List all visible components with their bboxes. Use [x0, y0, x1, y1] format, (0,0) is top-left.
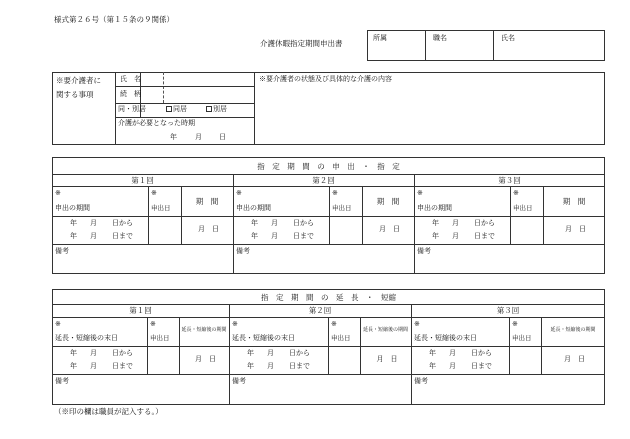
month-label: 月	[449, 349, 456, 357]
mark: ※	[236, 189, 242, 197]
mark: ※	[232, 320, 238, 328]
mark: ※	[331, 320, 337, 328]
round-label: 第３回	[498, 176, 521, 185]
from-label: 日から	[474, 219, 495, 227]
year-label: 年	[432, 232, 439, 240]
month-label: 月	[195, 355, 202, 363]
to-label: 日まで	[112, 232, 133, 240]
extension-title: 指 定 期 間 の 延 長 ・ 短縮	[261, 293, 396, 302]
month-label: 月	[267, 349, 274, 357]
month-label: 月	[271, 232, 278, 240]
living-separately-option[interactable]: 別居	[206, 106, 227, 113]
year-label: 年	[70, 232, 77, 240]
end-date-label: 延長・短縮後の末日	[232, 334, 295, 342]
month-label: 月	[198, 225, 205, 233]
remarks-label: 備考	[236, 247, 250, 255]
mark: ※	[417, 189, 423, 197]
from-label: 日から	[112, 349, 133, 357]
month-label: 月	[379, 225, 386, 233]
month-label: 月	[90, 349, 97, 357]
to-label: 日まで	[471, 362, 492, 370]
footnote: （※印の欄は職員が記入する。）	[54, 407, 163, 416]
applicant-info-box	[367, 30, 605, 61]
to-label: 日まで	[293, 232, 314, 240]
year-label: 年	[247, 362, 254, 370]
day-label: 日	[578, 355, 585, 363]
year-label: 年	[251, 219, 258, 227]
year-label: 年	[70, 362, 77, 370]
day-label: 日	[393, 225, 400, 233]
mark: ※	[55, 320, 61, 328]
mark: ※	[332, 189, 338, 197]
month-label: 月	[376, 355, 384, 363]
mark: ※	[513, 189, 519, 197]
year-label: 年	[170, 133, 177, 141]
mark: ※	[414, 320, 420, 328]
month-label: 月	[271, 219, 278, 227]
request-date-label: 申出日	[332, 204, 352, 212]
year-label: 年	[432, 219, 439, 227]
to-label: 日まで	[112, 362, 133, 370]
day-label: 日	[219, 133, 226, 141]
month-label: 月	[267, 362, 274, 370]
round-label: 第３回	[496, 306, 520, 315]
day-label: 日	[390, 355, 398, 363]
month-label: 月	[195, 133, 202, 141]
checkbox-icon[interactable]	[206, 106, 212, 112]
round-label: 第２回	[308, 306, 332, 315]
form-number: 様式第２６号（第１５条の９関係）	[54, 15, 174, 24]
field-name-label: 氏名	[501, 34, 515, 42]
round-label: 第１回	[129, 306, 152, 315]
request-period-label: 申出の期間	[417, 204, 452, 212]
field-title-label: 職名	[433, 34, 447, 42]
living-together-option[interactable]: 同居	[166, 106, 187, 113]
care-needed-since-label: 介護が必要となった時期	[118, 119, 195, 127]
year-label: 年	[251, 232, 258, 240]
request-date-label: 申出日	[512, 334, 532, 342]
caregiving-section-label: ※要介護者に	[56, 76, 101, 85]
period-label: 期 間	[195, 197, 219, 206]
field-affiliation-label: 所属	[373, 34, 387, 42]
to-label: 日まで	[289, 362, 310, 370]
from-label: 日から	[471, 349, 492, 357]
end-date-label: 延長・短縮後の末日	[414, 334, 477, 342]
from-label: 日から	[112, 219, 133, 227]
month-label: 月	[90, 219, 97, 227]
period-label: 延長・短縮後の期間	[550, 327, 596, 333]
month-label: 月	[452, 219, 459, 227]
living-arrangement-label: 同・別居	[118, 105, 146, 113]
request-date-label: 申出日	[151, 204, 171, 212]
day-label: 日	[212, 225, 219, 233]
to-label: 日まで	[474, 232, 495, 240]
mark: ※	[512, 320, 518, 328]
request-date-label: 申出日	[331, 334, 351, 342]
relationship-label: 続 柄	[120, 90, 141, 98]
remarks-label: 備考	[414, 377, 428, 385]
mark: ※	[55, 189, 61, 197]
request-period-label: 申出の期間	[236, 204, 271, 212]
mark: ※	[150, 320, 156, 328]
designation-title: 指 定 期 間 の 申 出 ・ 指 定	[257, 162, 400, 171]
from-label: 日から	[289, 349, 310, 357]
period-label: 期 間	[562, 197, 586, 206]
month-label: 月	[452, 232, 459, 240]
request-date-label: 申出日	[150, 334, 170, 342]
day-label: 日	[579, 225, 586, 233]
day-label: 日	[209, 355, 216, 363]
year-label: 年	[429, 362, 436, 370]
year-label: 年	[429, 349, 436, 357]
period-label: 延長・短縮後の期間	[181, 327, 227, 333]
year-label: 年	[70, 349, 77, 357]
period-label: 延長・短縮後の期間	[362, 327, 408, 333]
end-date-label: 延長・短縮後の末日	[55, 334, 118, 342]
round-label: 第２回	[312, 176, 335, 185]
mark: ※	[151, 189, 157, 197]
month-label: 月	[90, 232, 97, 240]
request-period-label: 申出の期間	[55, 204, 90, 212]
request-date-label: 申出日	[513, 204, 533, 212]
care-recipient-name-label: 氏 名	[120, 75, 141, 83]
month-label: 月	[565, 225, 572, 233]
month-label: 月	[90, 362, 97, 370]
round-label: 第１回	[131, 176, 154, 185]
checkbox-icon[interactable]	[166, 106, 172, 112]
month-label: 月	[449, 362, 456, 370]
caregiving-section-label-2: 関する事項	[56, 90, 94, 99]
period-label: 期 間	[376, 197, 400, 206]
remarks-label: 備考	[55, 377, 69, 385]
remarks-label: 備考	[232, 377, 246, 385]
year-label: 年	[70, 219, 77, 227]
from-label: 日から	[293, 219, 314, 227]
remarks-label: 備考	[55, 247, 69, 255]
form-title: 介護休暇指定期間申出書	[260, 39, 343, 48]
remarks-label: 備考	[417, 247, 431, 255]
month-label: 月	[564, 355, 571, 363]
year-label: 年	[247, 349, 254, 357]
care-state-label: ※要介護者の状態及び具体的な介護の内容	[259, 75, 392, 83]
